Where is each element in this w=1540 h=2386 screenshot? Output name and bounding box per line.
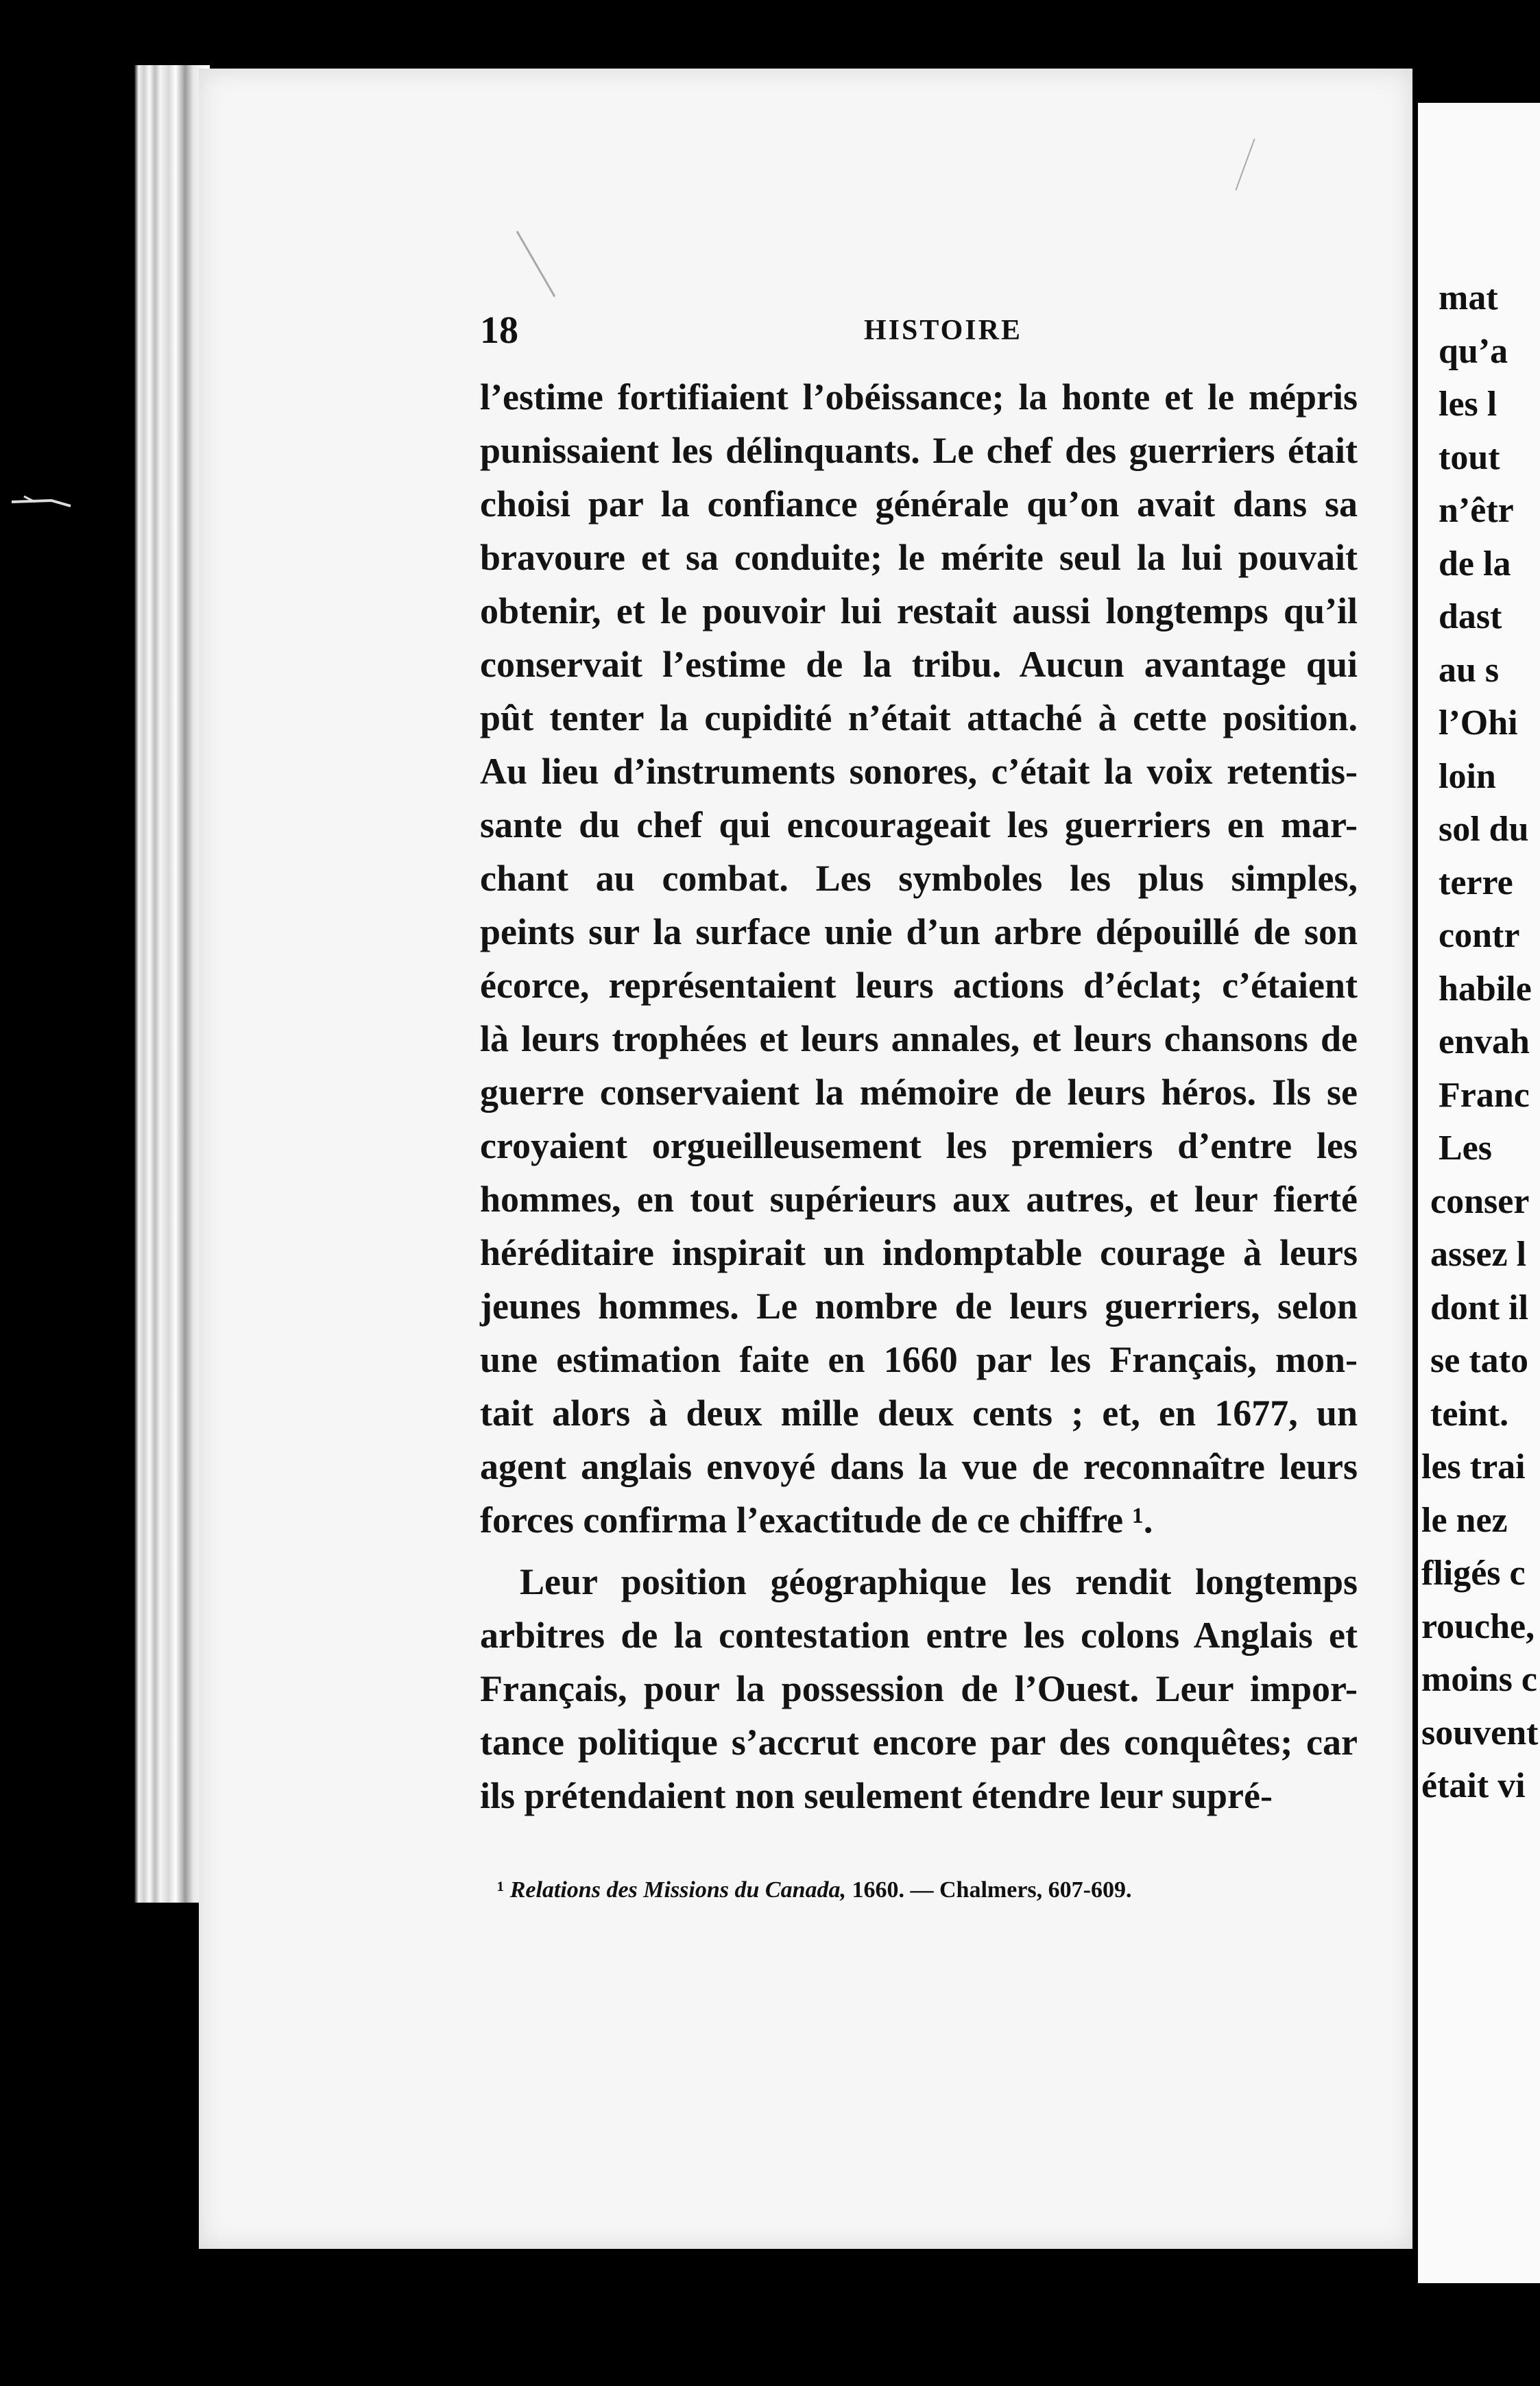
facing-page-fragment: tout [1439, 437, 1500, 477]
text-line: peints sur la surface unie d’un arbre dépouillé de son [480, 911, 1358, 952]
facing-page-fragment: teint. [1430, 1394, 1509, 1434]
footnote-marker: ¹ [497, 1877, 505, 1903]
facing-page-fragment: n’êtr [1439, 491, 1514, 530]
text-line: une estimation faite en 1660 par les Français, mon- [480, 1339, 1358, 1380]
text-line: agent anglais envoyé dans la vue de reconnaître leurs [480, 1446, 1358, 1487]
facing-page-fragment: le nez [1421, 1500, 1508, 1540]
margin-mark [10, 494, 72, 509]
facing-page-fragment: les l [1439, 385, 1497, 424]
facing-page-fragment: rouche, [1421, 1606, 1535, 1646]
text-line: jeunes hommes. Le nombre de leurs guerriers, selon [480, 1286, 1358, 1327]
text-line: héréditaire inspirait un indomptable courage à leurs [480, 1232, 1358, 1273]
running-title: HISTOIRE [864, 315, 1022, 346]
text-line: punissaient les délinquants. Le chef des guerriers était [480, 430, 1358, 471]
page-header [480, 309, 1358, 357]
text-line: là leurs trophées et leurs annales, et leurs chansons de [480, 1018, 1358, 1059]
facing-page-fragment: se tato [1430, 1341, 1528, 1380]
text-line: guerre conservaient la mémoire de leurs héros. Ils se [480, 1072, 1358, 1113]
facing-page-fragment: loin [1439, 756, 1496, 796]
text-line: forces confirma l’exactitude de ce chiffre ¹. [480, 1499, 1153, 1541]
text-line: chant au combat. Les symboles les plus simples, [480, 858, 1358, 899]
facing-page-fragment: de la [1439, 544, 1511, 583]
text-line: l’estime fortifiaient l’obéissance; la honte et le mépris [480, 376, 1358, 418]
facing-page-fragment: conser [1430, 1181, 1530, 1221]
facing-page-fragment: était vi [1421, 1766, 1526, 1805]
facing-page-fragment: contr [1439, 916, 1520, 955]
facing-page-fragment: fligés c [1421, 1554, 1526, 1593]
facing-page-fragment: Franc [1439, 1075, 1530, 1115]
paragraph [480, 370, 1358, 1547]
facing-page-fragment: assez l [1430, 1235, 1527, 1274]
footnote-reference: 1660. — Chalmers, 607-609. [852, 1877, 1132, 1903]
facing-page-fragment: l’Ohi [1439, 703, 1518, 743]
facing-page-fragment: dont il [1430, 1288, 1529, 1327]
footnote-source: Relations des Missions du Canada, [509, 1877, 846, 1903]
text-line: sante du chef qui encourageait les guerriers en mar- [480, 804, 1358, 845]
facing-page-fragment: les trai [1421, 1447, 1526, 1486]
text-line: hommes, en tout supérieurs aux autres, et leur fierté [480, 1179, 1358, 1220]
text-line: obtenir, et le pouvoir lui restait aussi longtemps qu’il [480, 590, 1358, 631]
facing-page-fragment: moins c [1421, 1660, 1537, 1699]
page-number: 18 [480, 309, 518, 352]
text-line: bravoure et sa conduite; le mérite seul la lui pouvait [480, 537, 1358, 578]
text-line: Au lieu d’instruments sonores, c’était la voix retentis- [480, 751, 1358, 792]
text-line: choisi par la confiance générale qu’on avait dans sa [480, 483, 1358, 525]
text-line: écorce, représentaient leurs actions d’éclat; c’étaient [480, 965, 1358, 1006]
facing-page-fragment: sol du [1439, 810, 1529, 849]
text-line: tait alors à deux mille deux cents ; et, en 1677, un [480, 1393, 1358, 1434]
text-line: pût tenter la cupidité n’était attaché à cette position. [480, 697, 1358, 738]
facing-page-fragment: terre [1439, 863, 1513, 902]
facing-page-fragment: mat [1439, 278, 1498, 317]
text-line: Leur position géographique les rendit longtemps [520, 1561, 1358, 1602]
footnote [497, 1877, 1251, 1903]
facing-page-fragment: qu’a [1439, 331, 1508, 371]
facing-page-fragment: souvent [1421, 1713, 1539, 1752]
text-line: arbitres de la contestation entre les colons Anglais et [480, 1615, 1358, 1656]
text-line: conservait l’estime de la tribu. Aucun avantage qui [480, 644, 1358, 685]
facing-page-fragment: habile [1439, 969, 1532, 1009]
body-text [480, 370, 1358, 1822]
text-line: ils prétendaient non seulement étendre leur supré- [480, 1775, 1273, 1816]
facing-page-fragment: Les [1439, 1129, 1492, 1168]
facing-page-fragment: au s [1439, 650, 1500, 690]
text-line: Français, pour la possession de l’Ouest. Leur impor- [480, 1668, 1358, 1709]
facing-page-fragment: envah [1439, 1022, 1530, 1061]
paragraph [480, 1555, 1358, 1822]
facing-page-fragment: dast [1439, 597, 1502, 636]
facing-page [1418, 103, 1540, 2283]
text-line: croyaient orgueilleusement les premiers d’entre les [480, 1125, 1358, 1166]
text-line: tance politique s’accrut encore par des conquêtes; car [480, 1722, 1358, 1763]
